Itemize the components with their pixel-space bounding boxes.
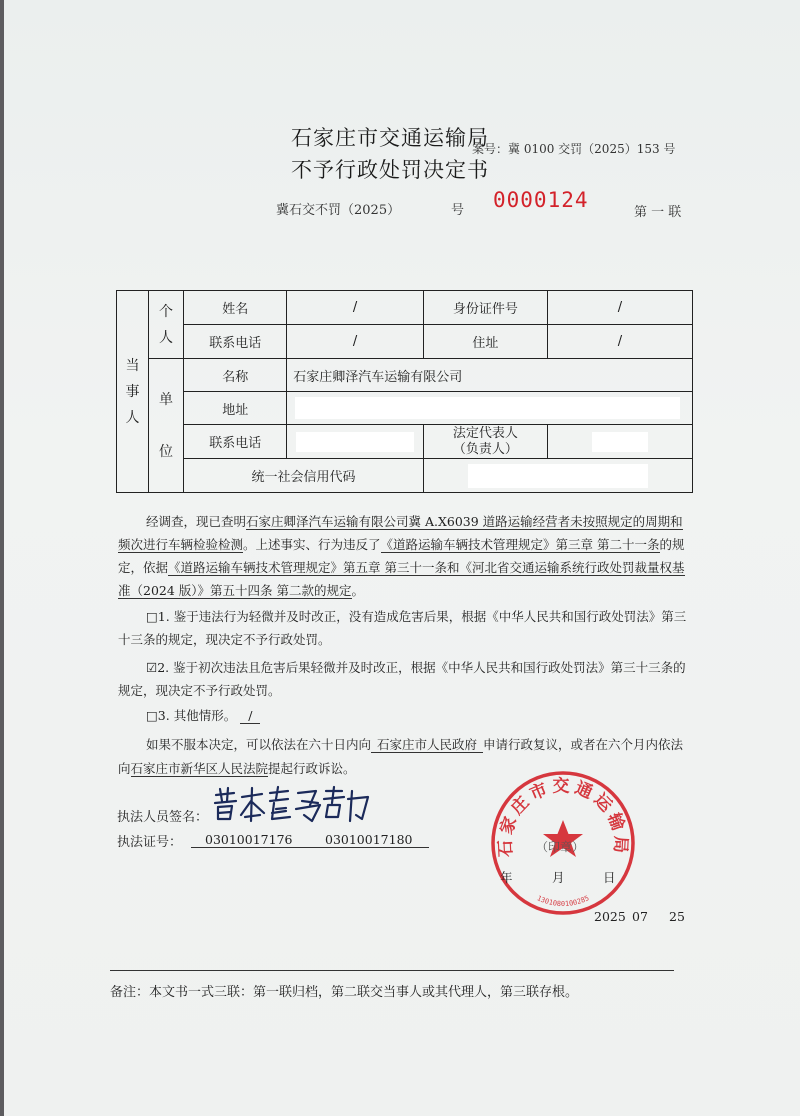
cert-label: 执法证号： [117, 835, 183, 850]
option-1: □1. 鉴于违法行为轻微并及时改正，没有造成危害后果，根据《中华人民共和国行政处罚法》第三十三条的规定，现决定不予行政处罚。 [118, 609, 687, 647]
case-number: 案号：冀 0100 交罚（2025）153 号 [472, 142, 676, 156]
document-page [4, 0, 800, 1116]
party-side-label: 当 事 人 [125, 357, 140, 426]
option-2: ☑2. 鉴于初次违法且危害后果轻微并及时改正，根据《中华人民共和国行政处罚法》第三十三条的规定，现决定不予行政处罚。 [118, 660, 686, 698]
redacted-credit-code [468, 464, 648, 488]
day-char: 日 [603, 870, 616, 885]
address-value: / [547, 325, 692, 359]
serial-number: 0000124 [493, 188, 589, 212]
appeal-end: 提起行政诉讼。 [268, 761, 356, 776]
id-value: / [547, 291, 692, 325]
party-info-table [116, 290, 693, 493]
credit-code-cell [423, 459, 692, 493]
option-3-value: / [240, 708, 260, 724]
legal-rep-label-2: （负责人） [452, 441, 518, 457]
appeal-mid: 申请行政复议，或者在六个月内依法向 [118, 737, 684, 776]
facts-detail: 石家庄卿泽汽车运输有限公司冀 A.X6039 道路运输经营者未按照规定的周期和频次进行车辆检验检测 [118, 514, 683, 552]
id-label: 身份证件号 [423, 291, 547, 325]
appeal-court: 石家庄市新华区人民法院 [130, 761, 269, 776]
redacted-phone [296, 432, 414, 452]
date-month: 07 [632, 909, 648, 924]
doc-title-line2: 不予行政处罚决定书 [291, 158, 489, 182]
footer-divider [110, 970, 674, 971]
month-char: 月 [552, 870, 565, 885]
cert-number-2: 03010017180 [311, 832, 429, 848]
footer-note: 备注：本文书一式三联：第一联归档，第二联交当事人或其代理人，第三联存根。 [110, 985, 579, 1000]
facts-intro: 经调查，现已查明 [146, 514, 247, 529]
unit-name-label: 名称 [184, 359, 287, 392]
unit-phone-label: 联系电话 [184, 425, 287, 459]
option-3 [146, 706, 260, 724]
phone-value: / [287, 325, 424, 359]
unit-label: 单 位 [159, 391, 174, 460]
party-side-cell [117, 291, 149, 493]
facts-violation: 。上述事实、行为违反了 [243, 537, 381, 552]
doc-prefix: 冀石交不罚（2025） [276, 203, 401, 218]
violated-law: 《道路运输车辆技术管理规定》第三章 第二十一条 [380, 537, 660, 552]
cert-number-1: 03010017176 [191, 832, 311, 848]
legal-rep-cell [423, 425, 547, 459]
unit-name-value: 石家庄卿泽汽车运输有限公司 [287, 359, 693, 392]
date-year: 2025 [594, 909, 626, 924]
year-char: 年 [500, 870, 513, 885]
signature-label: 执法人员签名： [117, 810, 209, 825]
individual-label: 个 人 [159, 303, 174, 346]
phone-label: 联系电话 [184, 325, 287, 359]
appeal-government: 石家庄市人民政府 [371, 737, 483, 753]
option-3-label: □3. 其他情形。 [146, 708, 237, 723]
redacted-legal-rep [592, 432, 648, 452]
handwritten-signature [212, 785, 382, 825]
unit-phone-cell [287, 425, 424, 459]
doc-title-line1: 石家庄市交通运输局 [291, 126, 489, 150]
name-value: / [287, 291, 424, 325]
legal-rep-value-cell [547, 425, 692, 459]
facts-end: 。 [351, 583, 365, 598]
date-day: 25 [669, 909, 685, 924]
doc-hao: 号 [451, 203, 465, 218]
appeal-intro: 如果不服本决定，可以依法在六十日内向 [146, 737, 372, 752]
seal-org-text: 石家庄市交通运输局 [495, 776, 631, 858]
credit-code-label: 统一社会信用代码 [184, 459, 424, 493]
seal-hint: （印章） [536, 840, 585, 854]
unit-addr-label: 地址 [184, 392, 287, 425]
name-label: 姓名 [184, 291, 287, 325]
unit-cell [148, 359, 183, 493]
svg-text:1301080100285 [536, 894, 591, 908]
legal-rep-label-1: 法定代表人 [452, 425, 518, 441]
seal-code: 1301080100285 [535, 894, 591, 909]
facts-basis: 的规定，依据 [118, 537, 685, 575]
address-label: 住址 [423, 325, 547, 359]
unit-addr-cell [287, 392, 693, 425]
basis-law: 《道路运输车辆技术管理规定》第五章 第三十一条和《河北省交通运输系统行政处罚裁量权基准（2024 版）》第五十四条 第二款的规定 [118, 560, 685, 598]
individual-cell [148, 291, 183, 359]
facts-paragraph [118, 510, 693, 602]
copy-label: 第 一 联 [634, 205, 682, 220]
redacted-address [295, 397, 680, 419]
